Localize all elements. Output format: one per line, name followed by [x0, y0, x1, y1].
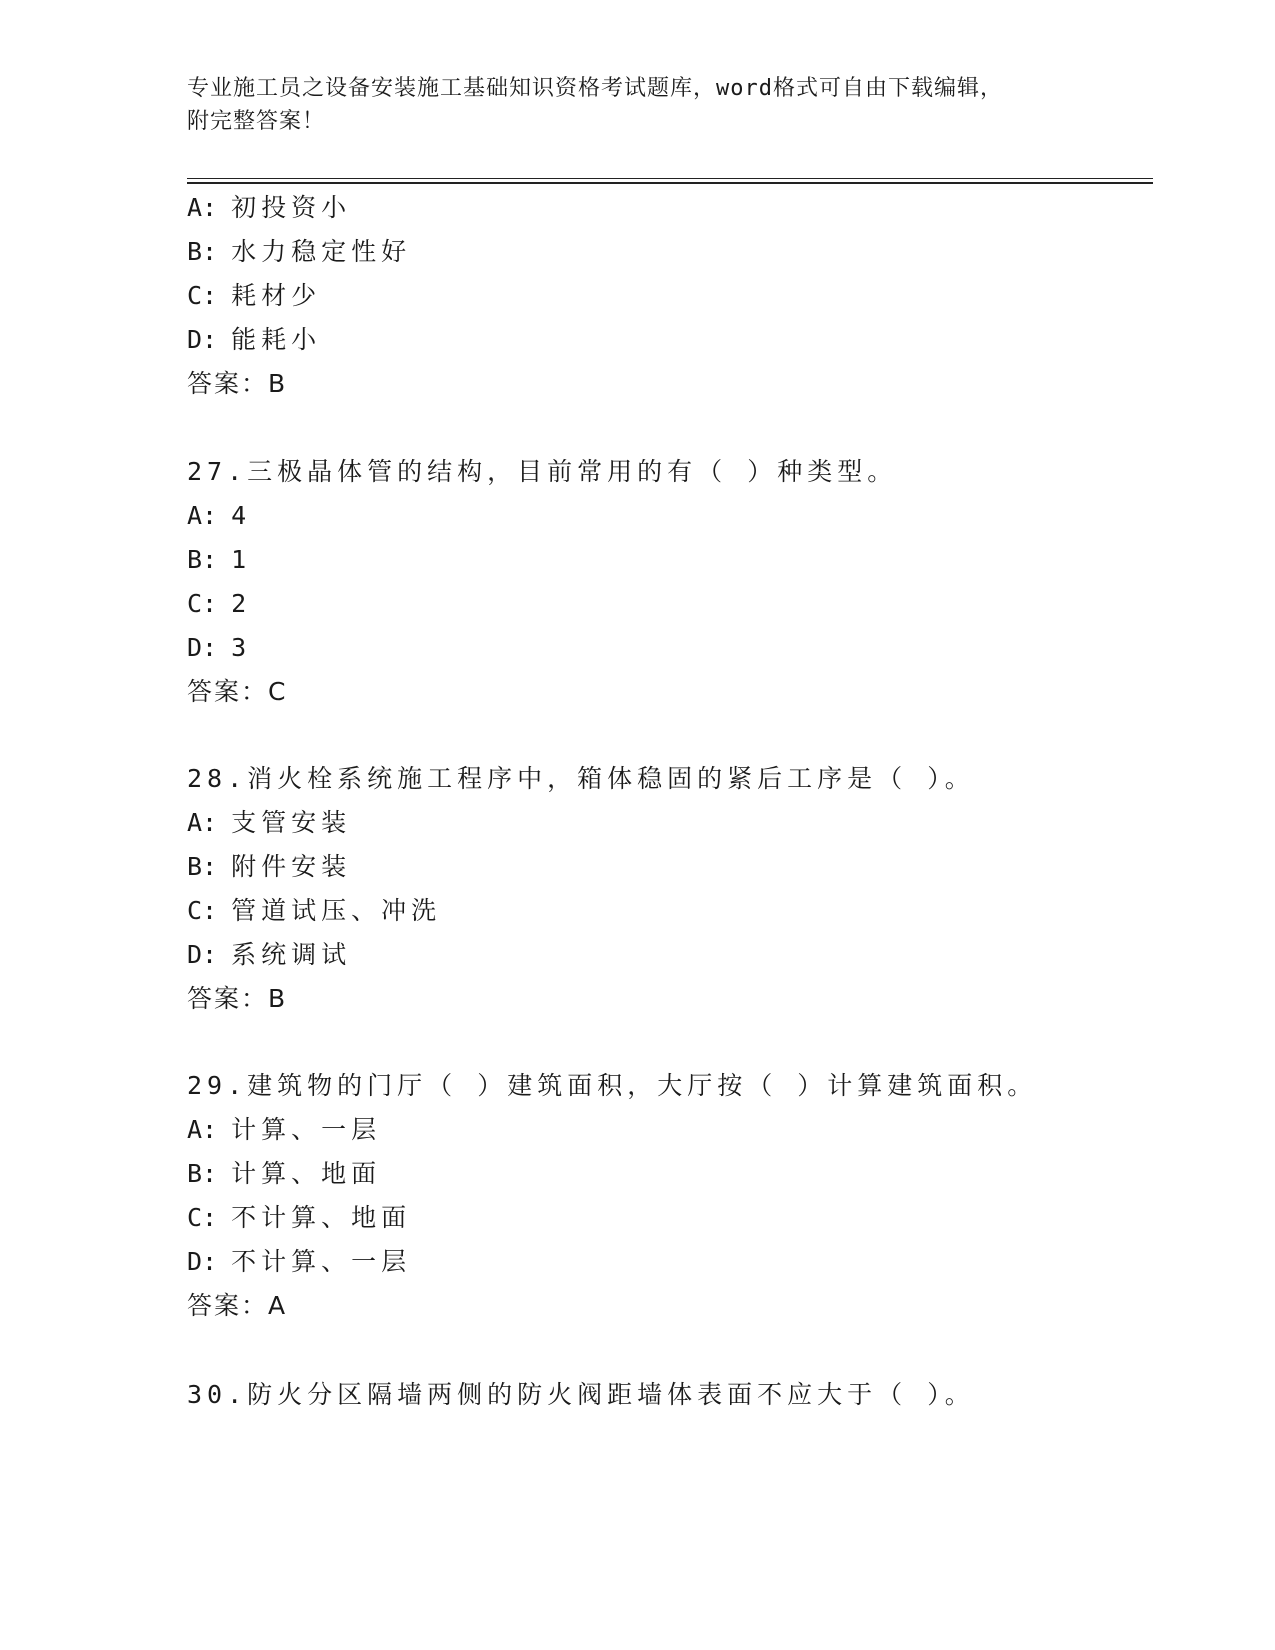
q26-option-b: B: 水力稳定性好	[187, 237, 412, 266]
header-divider-thick	[187, 182, 1153, 184]
header-line-2: 附完整答案！	[187, 109, 326, 134]
q29-option-c: C: 不计算、地面	[187, 1203, 412, 1232]
q28-option-c: C: 管道试压、冲洗	[187, 896, 442, 925]
q28-option-d: D: 系统调试	[187, 940, 352, 969]
q30-stem: 30.防火分区隔墙两侧的防火阀距墙体表面不应大于（ ）。	[187, 1380, 975, 1409]
q27-option-b: B: 1	[187, 545, 252, 574]
document-header	[187, 72, 1087, 138]
q26-option-d: D: 能耗小	[187, 325, 322, 354]
q29-option-b: B: 计算、地面	[187, 1159, 382, 1188]
header-divider-thin	[187, 178, 1153, 179]
q27-stem: 27.三极晶体管的结构，目前常用的有（ ）种类型。	[187, 457, 898, 486]
q26-option-a: A: 初投资小	[187, 193, 352, 222]
q28-answer: 答案：B	[187, 984, 288, 1013]
q26-answer: 答案：B	[187, 369, 288, 398]
q27-option-a: A: 4	[187, 501, 252, 530]
q29-option-d: D: 不计算、一层	[187, 1247, 412, 1276]
q28-option-a: A: 支管安装	[187, 808, 352, 837]
q29-option-a: A: 计算、一层	[187, 1115, 382, 1144]
q29-stem: 29.建筑物的门厅（ ）建筑面积，大厅按（ ）计算建筑面积。	[187, 1071, 1038, 1100]
q27-answer: 答案：C	[187, 677, 288, 706]
q28-stem: 28.消火栓系统施工程序中，箱体稳固的紧后工序是（ ）。	[187, 764, 975, 793]
q28-option-b: B: 附件安装	[187, 852, 352, 881]
q26-option-c: C: 耗材少	[187, 281, 322, 310]
q29-answer: 答案：A	[187, 1291, 288, 1320]
q27-option-c: C: 2	[187, 589, 252, 618]
q27-option-d: D: 3	[187, 633, 252, 662]
header-line-1: 专业施工员之设备安装施工基础知识资格考试题库，word格式可自由下载编辑，	[187, 76, 1003, 101]
